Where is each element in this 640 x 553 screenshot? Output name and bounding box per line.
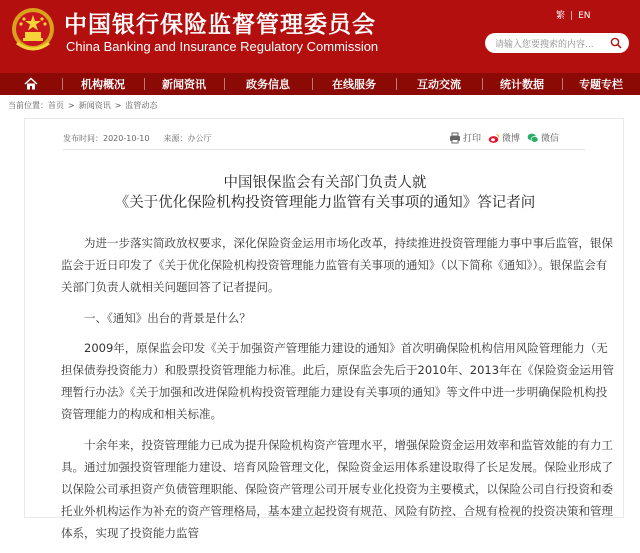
lang-traditional-link[interactable]: 繁 <box>556 11 566 21</box>
search-input[interactable]: 请输入您要搜索的内容... <box>495 40 594 50</box>
language-switcher <box>556 8 590 21</box>
nav-item-special-topics[interactable]: 专题专栏 <box>562 73 640 95</box>
home-icon <box>24 77 38 91</box>
breadcrumb-regulatory[interactable]: 监管动态 <box>125 101 158 110</box>
breadcrumb <box>8 100 157 111</box>
article-title-line-2: 《关于优化保险机构投资管理能力监管有关事项的通知》答记者问 <box>114 195 536 211</box>
nav-item-statistics[interactable]: 统计数据 <box>482 73 562 95</box>
breadcrumb-news[interactable]: 新闻资讯 <box>78 101 111 110</box>
weibo-icon <box>488 132 500 144</box>
main-nav <box>0 73 640 95</box>
article-paragraph: 为进一步落实简政放权要求，深化保险资金运用市场化改革，持续推进投资管理能力事中事后监管，银保监会于近日印发了《关于优化保险机构投资管理能力监管有关事项的通知》（以下简称《通知》）。银保监会有关部门负责人就相关问题回答了记者提问。 <box>61 236 613 295</box>
national-emblem-icon[interactable] <box>9 5 57 55</box>
article-meta <box>63 133 212 144</box>
nav-item-institution[interactable]: 机构概况 <box>62 73 144 95</box>
site-header <box>0 0 640 73</box>
breadcrumb-home[interactable]: 首页 <box>48 101 64 110</box>
share-weibo-button[interactable] <box>488 131 520 144</box>
article-paragraph: 2009年，原保监会印发《关于加强资产管理能力建设的通知》首次明确保险机构信用风险管理能力（无担保债券投资能力）和股票投资管理能力标准。此后，原保监会先后于2010年、2013年在《保险资金运用管理暂行办法》《关于加强和改进保险机构投资管理能力建设有关事项的通知》等文件中进一步明确保险机构投资管理能力的构成和相关标准。 <box>61 340 615 422</box>
nav-home[interactable] <box>0 73 62 95</box>
print-button[interactable] <box>449 131 481 144</box>
share-bar <box>449 131 566 144</box>
article-source: 来源：办公厅 <box>163 134 212 143</box>
nav-item-news[interactable]: 新闻资讯 <box>144 73 224 95</box>
article-title-line-1: 中国银保监会有关部门负责人就 <box>223 175 427 191</box>
breadcrumb-separator: > <box>68 101 75 110</box>
site-title-cn[interactable]: 中国银行保险监督管理委员会 <box>64 12 376 38</box>
printer-icon <box>449 132 461 144</box>
print-label: 打印 <box>463 134 482 144</box>
breadcrumb-separator: > <box>114 101 122 110</box>
breadcrumb-prefix: 当前位置： <box>8 101 48 110</box>
wechat-icon <box>527 132 539 144</box>
search-icon[interactable] <box>610 37 622 49</box>
lang-english-link[interactable]: EN <box>578 11 591 21</box>
article-paragraph: 一、《通知》出台的背景是什么？ <box>84 310 251 325</box>
nav-item-online-service[interactable]: 在线服务 <box>312 73 396 95</box>
lang-divider: | <box>570 11 574 21</box>
share-wechat-button[interactable] <box>527 131 559 144</box>
meta-divider <box>63 149 585 150</box>
publish-time: 发布时间：2020-10-10 <box>63 134 150 143</box>
site-title-en: China Banking and Insurance Regulatory Commission <box>66 39 379 54</box>
nav-item-government-info[interactable]: 政务信息 <box>224 73 312 95</box>
weibo-label: 微博 <box>502 134 521 144</box>
article-paragraph: 十余年来，投资管理能力已成为提升保险机构资产管理水平，增强保险资金运用效率和监管效能的有力工具。通过加强投资管理能力建设、培育风险管理文化，保险资金运用体系建设取得了长足发展。保险业形成了以保险公司承担资产负债管理职能、保险资产管理公司开展专业化投资为主要模式，以保险公司自行投资和委托业外机构运作为补充的资产管理格局，基本建立起投资有规范、风险有防控、合规有检视的投资决策和管理体系，实现了投资能力监管 <box>61 437 613 541</box>
nav-item-interaction[interactable]: 互动交流 <box>396 73 482 95</box>
article-panel <box>24 118 624 541</box>
article-body <box>61 232 617 553</box>
wechat-label: 微信 <box>541 134 560 144</box>
search-box[interactable] <box>485 33 629 53</box>
